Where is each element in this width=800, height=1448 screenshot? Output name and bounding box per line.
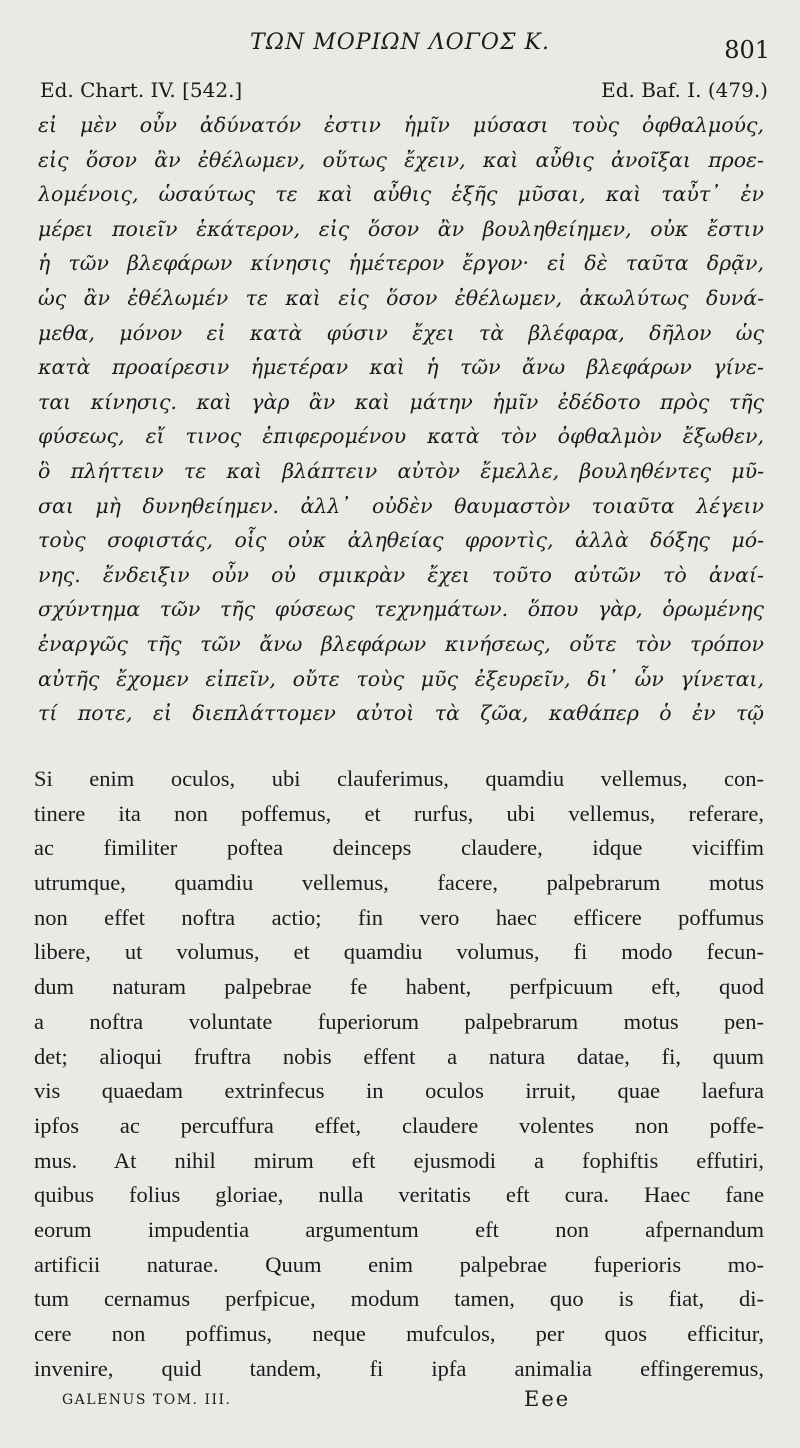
page-number: 801 xyxy=(724,36,770,64)
latin-text-line: Si enim oculos, ubi clauferimus, quamdiu vellemus, con- xyxy=(34,766,764,791)
latin-text-line: artificii naturae. Quum enim palpebrae fuperioris mo- xyxy=(34,1251,764,1277)
greek-text-line: ται κίνησις. καὶ γὰρ ἂν καὶ μάτην ἡμῖν ἐδέδοτο πρὸς τῆς xyxy=(38,389,764,414)
greek-text-line: εἰ μὲν οὖν ἀδύνατόν ἐστιν ἡμῖν μύσασι τοὺς ὀφθαλμούς, xyxy=(38,113,764,137)
greek-text-block xyxy=(38,108,764,731)
greek-text-line: μεθα, μόνον εἰ κατὰ φύσιν ἔχει τὰ βλέφαρα, δῆλον ὡς xyxy=(38,320,764,345)
latin-text-line: libere, ut volumus, et quamdiu volumus, fi modo fecun- xyxy=(34,939,764,965)
latin-text-line: dum naturam palpebrae fe habent, perfpicuum eft, quod xyxy=(34,974,764,1000)
latin-text-line: tinere ita non poffemus, et rurfus, ubi vellemus, referare, xyxy=(34,800,764,826)
latin-text-line: vis quaedam extrinfecus in oculos irruit, quae laefura xyxy=(34,1078,764,1104)
greek-text-line: λομένοις, ὡσαύτως τε καὶ αὖθις ἑξῆς μῦσαι, καὶ ταὖτ᾽ ἐν xyxy=(38,182,764,207)
latin-text-line: det; alioqui fruftra nobis effent a natura datae, fi, quum xyxy=(34,1043,764,1069)
latin-text-line: cere non poffimus, neque mufculos, per quos efficitur, xyxy=(34,1321,764,1346)
greek-text-line: φύσεως, εἴ τινος ἐπιφερομένου κατὰ τὸν ὀφθαλμὸν ἔξωθεν, xyxy=(38,424,764,449)
latin-text-line: eorum impudentia argumentum eft non afpernandum xyxy=(34,1216,764,1242)
latin-text-line: ipfos ac percuffura effet, claudere volentes non poffe- xyxy=(34,1112,764,1138)
greek-text-line: ὃ πλήττειν τε καὶ βλάπτειν αὐτὸν ἔμελλε, βουληθέντες μῦ- xyxy=(38,458,764,483)
footer-volume-label: GALENUS TOM. III. xyxy=(62,1392,232,1408)
greek-text-line: κατὰ προαίρεσιν ἡμετέραν καὶ ἡ τῶν ἄνω βλεφάρων γίνε- xyxy=(38,355,764,380)
greek-text-line: ὡς ἂν ἐθέλωμέν τε καὶ εἰς ὅσον ἐθέλωμεν, ἀκωλύτως δυνά- xyxy=(38,285,764,310)
greek-text-line: αὐτῆς ἔχομεν εἰπεῖν, οὔτε τοὺς μῦς ἐξευρεῖν, δι᾽ ὧν γίνεται, xyxy=(38,666,764,691)
latin-text-line: mus. At nihil mirum eft ejusmodi a fophiftis effutiri, xyxy=(34,1147,764,1173)
greek-text-line: μέρει ποιεῖν ἑκάτερον, εἰς ὅσον ἂν βουληθείημεν, οὐκ ἔστιν xyxy=(38,216,764,241)
greek-text-line: ἐναργῶς τῆς τῶν ἄνω βλεφάρων κινήσεως, οὔτε τὸν τρόπον xyxy=(38,631,764,656)
greek-text-line: νης. ἔνδειξιν οὖν οὐ σμικρὰν ἔχει τοῦτο αὐτῶν τὸ ἀναί- xyxy=(38,562,764,587)
latin-text-line: ac fimiliter poftea deinceps claudere, idque viciffim xyxy=(34,835,764,861)
greek-text-line: εἰς ὅσον ἂν ἐθέλωμεν, οὕτως ἔχειν, καὶ αὖθις ἀνοῖξαι προε- xyxy=(38,147,764,172)
greek-text-line: ἡ τῶν βλεφάρων κίνησις ἡμέτερον ἔργον· εἰ δὲ ταῦτα δρᾷν, xyxy=(38,251,764,276)
running-title: ΤΩΝ ΜΟΡΙΩΝ ΛΟΓΟΣ Κ. xyxy=(250,30,550,55)
latin-text-line: tum cernamus perfpicue, modum tamen, quo is fiat, di- xyxy=(34,1286,764,1312)
greek-text-line: τοὺς σοφιστάς, οἷς οὐκ ἀληθείας φροντὶς, ἀλλὰ δόξης μό- xyxy=(38,528,764,553)
greek-text-line: σχύντημα τῶν τῆς φύσεως τεχνημάτων. ὅπου γὰρ, ὁρωμένης xyxy=(38,597,764,622)
greek-text-line: τί ποτε, εἰ διεπλάττομεν αὐτοὶ τὰ ζῶα, καθάπερ ὁ ἐν τῷ xyxy=(38,701,764,726)
signature-mark: Eee xyxy=(524,1387,571,1411)
latin-text-line: invenire, quid tandem, fi ipfa animalia effingeremus, xyxy=(34,1355,764,1381)
latin-text-line: quibus folius gloriae, nulla veritatis eft cura. Haec fane xyxy=(34,1182,764,1208)
edition-reference-right: Ed. Baf. I. (479.) xyxy=(601,78,768,102)
latin-text-line: a noftra voluntate fuperiorum palpebrarum motus pen- xyxy=(34,1008,764,1034)
latin-text-block xyxy=(34,762,764,1386)
edition-reference-left: Ed. Chart. IV. [542.] xyxy=(40,78,243,102)
latin-text-line: utrumque, quamdiu vellemus, facere, palpebrarum motus xyxy=(34,870,764,896)
greek-text-line: σαι μὴ δυνηθείημεν. ἀλλ᾽ οὐδὲν θαυμαστὸν τοιαῦτα λέγειν xyxy=(38,493,764,518)
latin-text-line: non effet noftra actio; fin vero haec efficere poffumus xyxy=(34,904,764,930)
